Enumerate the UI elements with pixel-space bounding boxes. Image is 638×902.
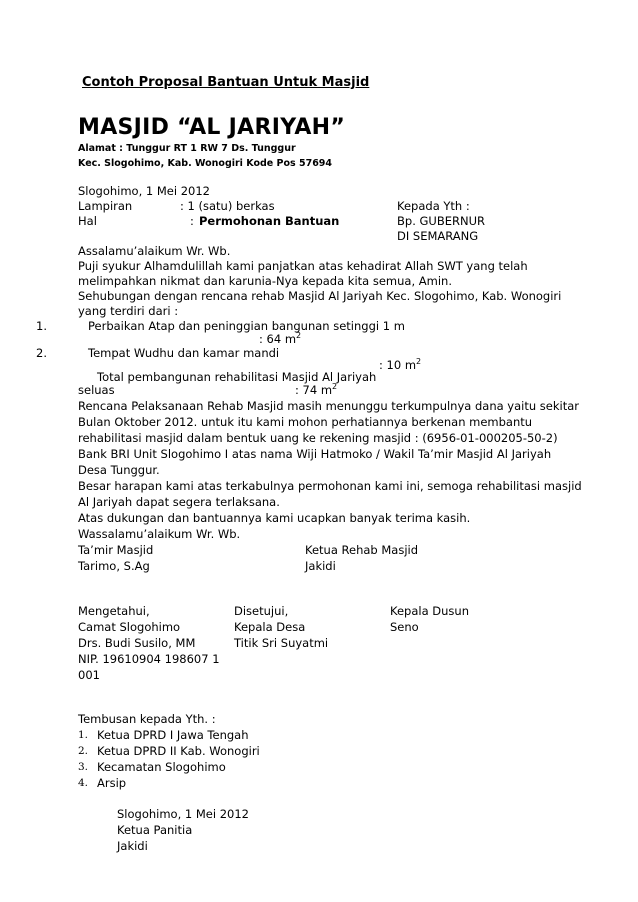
tamir-title: Ta’mir Masjid — [78, 543, 154, 557]
closing-title: Ketua Panitia — [117, 823, 193, 837]
recipient-line-1: Kepada Yth : — [397, 199, 470, 213]
disetujui-label: Disetujui, — [234, 604, 289, 618]
paragraph-2-line-2: yang terdiri dari : — [78, 304, 179, 318]
body-line-7: Al Jariyah dapat segera terlaksana. — [78, 495, 280, 509]
item-1-text: Perbaikan Atap dan peninggian bangunan setinggi 1 m — [88, 319, 405, 333]
paragraph-1-line-1: Puji syukur Alhamdulillah kami panjatkan atas kehadirat Allah SWT yang telah — [78, 259, 528, 273]
total-label: seluas — [78, 383, 115, 397]
item-2-number: 2. — [36, 346, 47, 360]
camat-name: Drs. Budi Susilo, MM — [78, 636, 196, 650]
camat-nip: NIP. 19610904 198607 1 — [78, 652, 220, 666]
tembusan-item-4-number: 4. — [78, 777, 89, 789]
body-line-8: Atas dukungan dan bantuannya kami ucapkan banyak terima kasih. — [78, 511, 471, 525]
salam-closing: Wassalamu’alaikum Wr. Wb. — [78, 527, 241, 541]
ketua-rehab-name: Jakidi — [305, 559, 336, 573]
tembusan-item-2-number: 2. — [78, 745, 89, 757]
document-heading: Contoh Proposal Bantuan Untuk Masjid — [82, 75, 370, 90]
ketua-rehab-title: Ketua Rehab Masjid — [305, 543, 419, 557]
recipient-line-2: Bp. GUBERNUR — [397, 214, 485, 228]
hal-colon: : — [190, 214, 194, 228]
tembusan-item-1: Ketua DPRD I Jawa Tengah — [97, 728, 249, 742]
body-line-5: Desa Tunggur. — [78, 463, 160, 477]
hal-value: Permohonan Bantuan — [199, 214, 340, 228]
letter-date: Slogohimo, 1 Mei 2012 — [78, 184, 210, 198]
tamir-name: Tarimo, S.Ag — [78, 559, 150, 573]
kepala-dusun-title: Kepala Dusun — [390, 604, 470, 618]
closing-name: Jakidi — [117, 839, 148, 853]
item-2-text: Tempat Wudhu dan kamar mandi — [88, 346, 280, 360]
address-line-1: Alamat : Tunggur RT 1 RW 7 Ds. Tunggur — [78, 143, 296, 154]
tembusan-title: Tembusan kepada Yth. : — [78, 712, 216, 726]
lampiran-value: : 1 (satu) berkas — [180, 199, 275, 213]
lampiran-label: Lampiran — [78, 199, 133, 213]
tembusan-item-2: Ketua DPRD II Kab. Wonogiri — [97, 744, 260, 758]
body-line-3: rehabilitasi masjid dalam bentuk uang ke rekening masjid : (6956-01-000205-50-2) — [78, 431, 558, 445]
kepala-dusun-name: Seno — [390, 620, 419, 634]
camat-title: Camat Slogohimo — [78, 620, 181, 634]
recipient-line-3: DI SEMARANG — [397, 229, 479, 243]
mosque-name-title: MASJID “AL JARIYAH” — [78, 115, 346, 140]
body-line-6: Besar harapan kami atas terkabulnya permohonan kami ini, semoga rehabilitasi masjid — [78, 479, 582, 493]
salam-opening: Assalamu’alaikum Wr. Wb. — [78, 244, 231, 258]
hal-label: Hal — [78, 214, 97, 228]
total-value: : 74 $m^2$ — [295, 382, 338, 397]
body-line-4: Bank BRI Unit Slogohimo I atas nama Wiji Hatmoko / Wakil Ta’mir Masjid Al Jariyah — [78, 447, 552, 461]
closing-date: Slogohimo, 1 Mei 2012 — [117, 807, 249, 821]
total-line: Total pembangunan rehabilitasi Masjid Al Jariyah — [97, 370, 377, 384]
address-line-2: Kec. Slogohimo, Kab. Wonogiri Kode Pos 57694 — [78, 158, 333, 169]
kepala-desa-title: Kepala Desa — [234, 620, 306, 634]
paragraph-2-line-1: Sehubungan dengan rencana rehab Masjid Al Jariyah Kec. Slogohimo, Kab. Wonogiri — [78, 289, 562, 303]
tembusan-item-4: Arsip — [97, 776, 127, 790]
body-line-2: Bulan Oktober 2012. untuk itu kami mohon perhatiannya berkenan membantu — [78, 415, 533, 429]
camat-nip-cont: 001 — [78, 668, 100, 682]
mengetahui-label: Mengetahui, — [78, 604, 150, 618]
paragraph-1-line-2: melimpahkan nikmat dan karunia-Nya kepada kita semua, Amin. — [78, 274, 452, 288]
tembusan-item-3-number: 3. — [78, 761, 89, 773]
item-1-size: : 64 $m^2$ — [259, 331, 302, 346]
tembusan-item-3: Kecamatan Slogohimo — [97, 760, 226, 774]
body-line-1: Rencana Pelaksanaan Rehab Masjid masih menunggu terkumpulnya dana yaitu sekitar — [78, 399, 580, 413]
kepala-desa-name: Titik Sri Suyatmi — [234, 636, 329, 650]
item-1-number: 1. — [36, 319, 47, 333]
item-2-size: : 10 $m^2$ — [379, 357, 422, 372]
tembusan-item-1-number: 1. — [78, 729, 89, 741]
